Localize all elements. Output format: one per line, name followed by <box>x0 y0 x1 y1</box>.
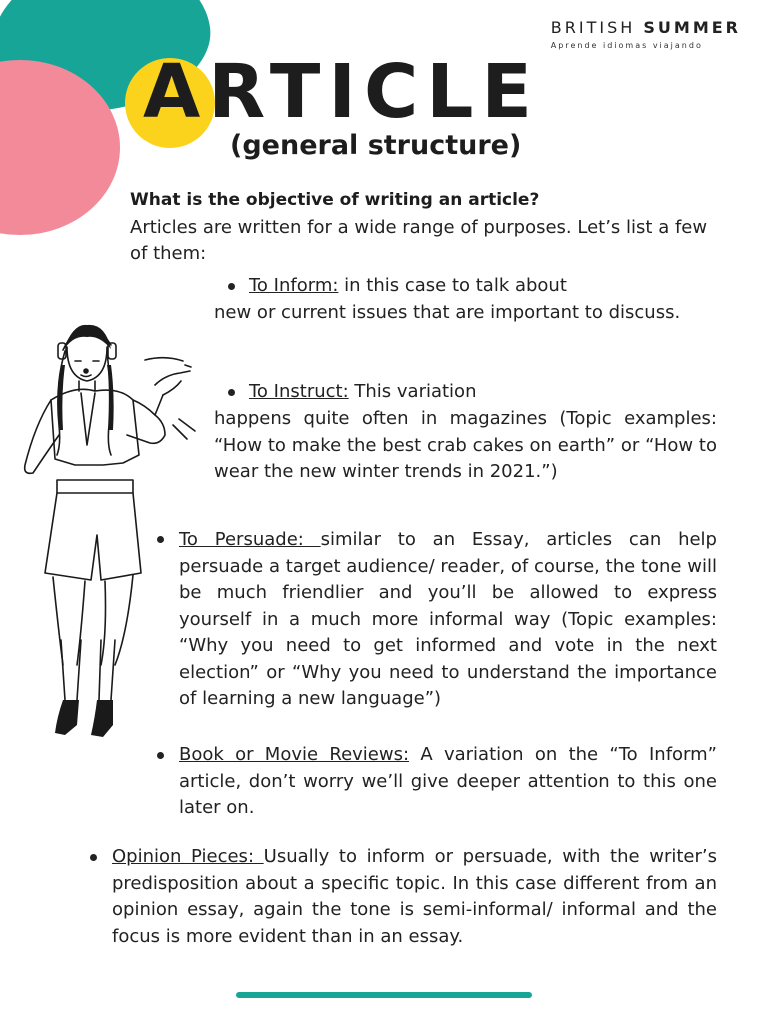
list-item-opinion <box>112 844 717 950</box>
item-label: To Instruct: <box>249 381 349 402</box>
list-item-reviews <box>179 742 717 822</box>
page-subtitle: (general structure) <box>230 130 522 161</box>
item-label: To Persuade: <box>179 529 321 550</box>
page-title: ARTICLE <box>143 49 540 135</box>
brand-name: BRITISH SUMMER <box>550 18 741 37</box>
bullet <box>157 536 164 543</box>
item-text: Usually to inform or persuade, with the writer’s predisposition about a specific topic. In this case different from an opinion essay, again the tone is semi-informal/ informal and the focus is more evident than in an essay. <box>112 846 717 947</box>
bullet <box>228 283 235 290</box>
section-question: What is the objective of writing an article? <box>130 190 540 210</box>
bullet <box>157 752 164 759</box>
item-label: Book or Movie Reviews: <box>179 744 410 765</box>
list-item-to-instruct <box>249 379 719 406</box>
item-text: similar to an Essay, articles can help persuade a target audience/ reader, of course, the tone will be much friendlier and you’ll be allowed to express yourself in a much more informal way (Topic examples: “Why you need to get informed and vote in the next election” or “Why you need to understand the importance of learning a new language”) <box>179 529 717 709</box>
bullet <box>90 854 97 861</box>
bullet <box>228 389 235 396</box>
intro-text: Articles are written for a wide range of purposes. Let’s list a few of them: <box>130 217 708 264</box>
item-label: Opinion Pieces: <box>112 846 264 867</box>
brand-logo <box>551 18 741 50</box>
item-label: To Inform: <box>249 275 339 296</box>
footer-accent-bar <box>236 992 532 998</box>
list-item-to-persuade <box>179 527 717 713</box>
list-item-to-inform-cont: new or current issues that are important to discuss. <box>214 302 681 323</box>
item-text: in this case to talk about <box>338 275 567 296</box>
list-item-to-inform <box>249 273 719 300</box>
brand-tagline: Aprende idiomas viajando <box>550 41 703 50</box>
item-text: A variation on the “To Inform” article, don’t worry we’ll give deeper attention to this one later on. <box>179 744 717 818</box>
list-item-to-instruct-cont: happens quite often in magazines (Topic examples: “How to make the best crab cakes on earth” or “How to wear the new winter trends in 2021.”) <box>214 408 717 482</box>
item-text: This variation <box>348 381 477 402</box>
